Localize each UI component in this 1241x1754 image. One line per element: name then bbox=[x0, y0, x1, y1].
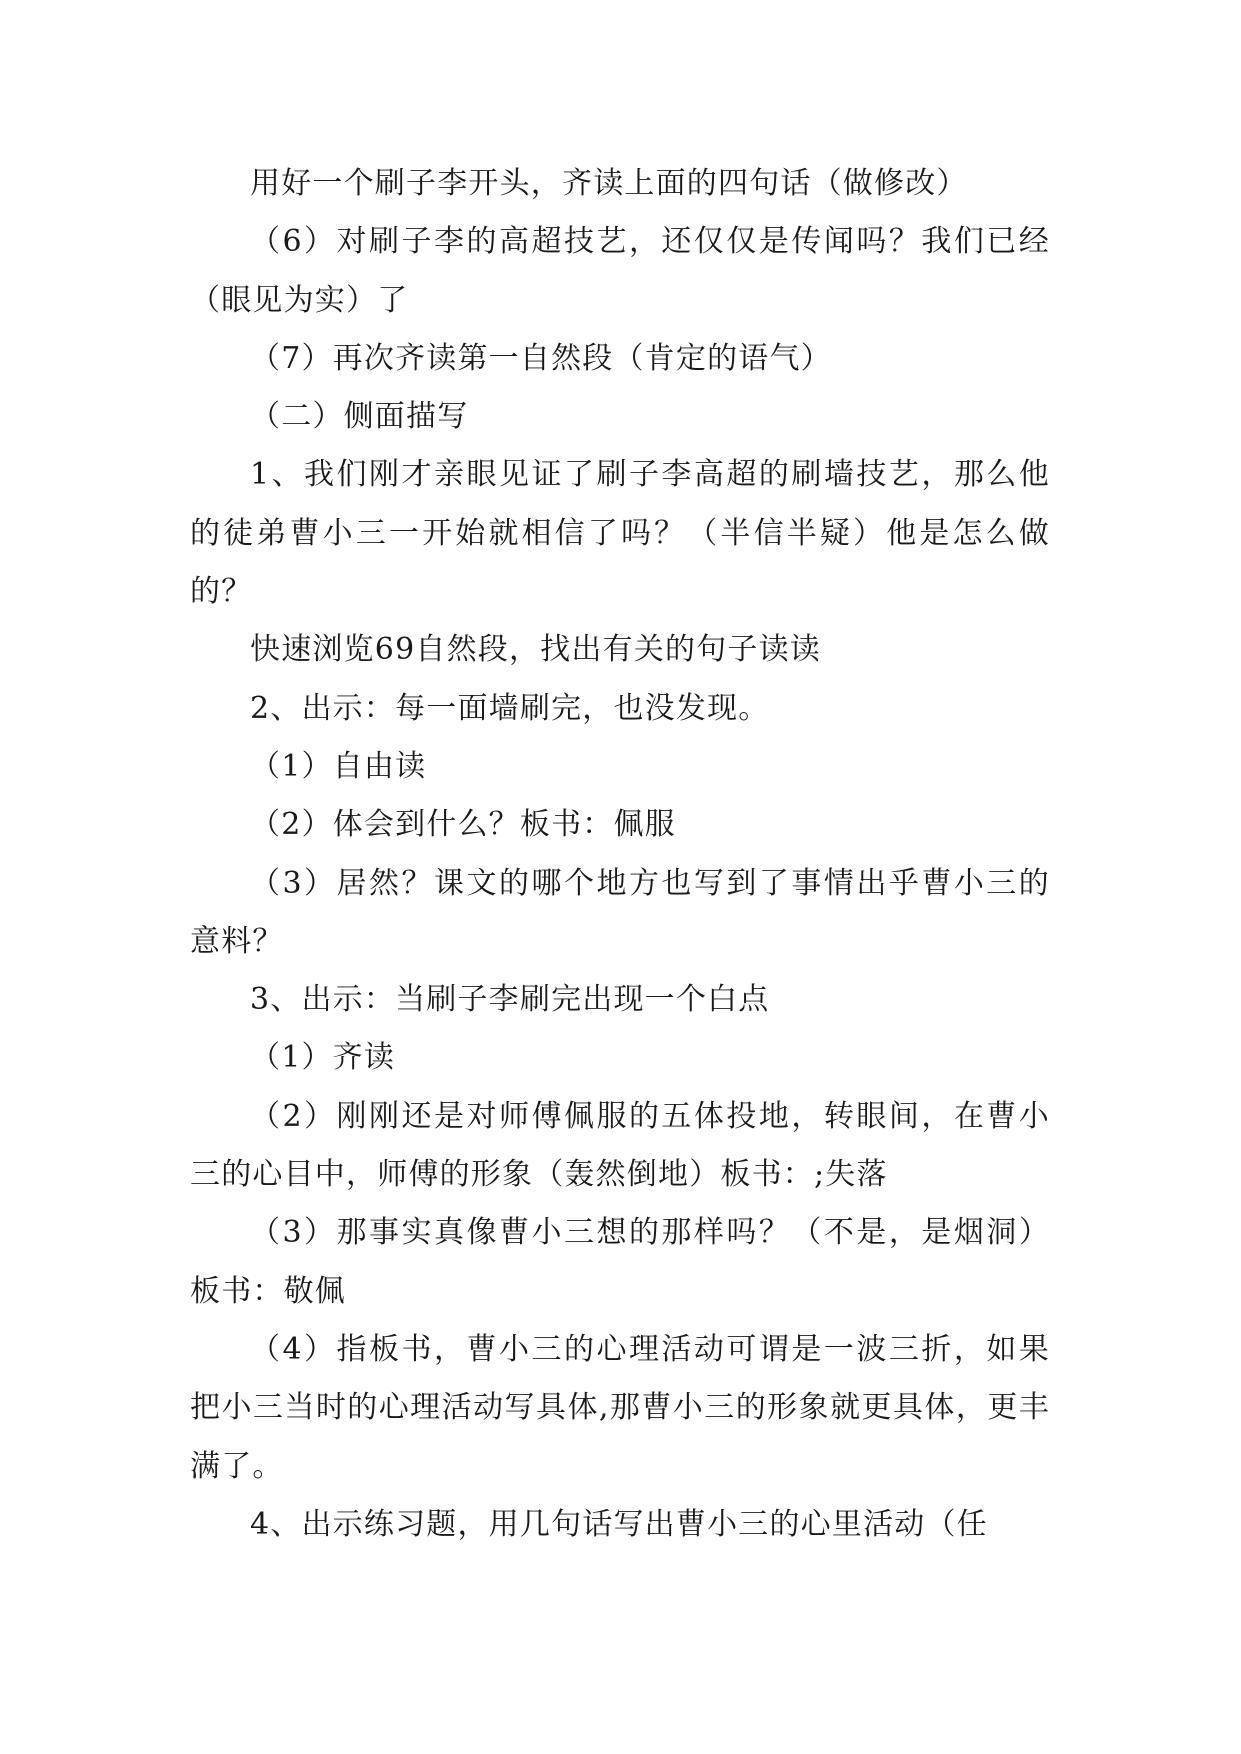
paragraph: （3）那事实真像曹小三想的那样吗？（不是，是烟洞）板书：敬佩 bbox=[190, 1215, 1050, 1309]
paragraph: 4、出示练习题，用几句话写出曹小三的心里活动（任 bbox=[250, 1506, 988, 1542]
paragraph: （6）对刷子李的高超技艺，还仅仅是传闻吗？我们已经（眼见为实）了 bbox=[190, 224, 1050, 318]
document-body bbox=[190, 155, 1050, 1554]
paragraph: （2）体会到什么？板书：佩服 bbox=[250, 807, 676, 843]
paragraph: （3）居然？课文的哪个地方也写到了事情出乎曹小三的意料？ bbox=[190, 865, 1050, 959]
paragraph: （4）指板书，曹小三的心理活动可谓是一波三折，如果把小三当时的心理活动写具体,那曹小三的形象就更具体，更丰满了。 bbox=[190, 1331, 1050, 1484]
paragraph: 1、我们刚才亲眼见证了刷子李高超的刷墙技艺，那么他的徒弟曹小三一开始就相信了吗？（半信半疑）他是怎么做的？ bbox=[190, 457, 1050, 610]
paragraph: （二）侧面描写 bbox=[250, 399, 469, 435]
paragraph: （2）刚刚还是对师傅佩服的五体投地，转眼间，在曹小三的心目中，师傅的形象（轰然倒地）板书：;失落 bbox=[190, 1098, 1050, 1193]
paragraph: （1）自由读 bbox=[250, 748, 427, 784]
paragraph: 用好一个刷子李开头，齐读上面的四句话（做修改） bbox=[250, 166, 968, 201]
paragraph: 2、出示：每一面墙刷完，也没发现。 bbox=[250, 690, 770, 726]
paragraph: 快速浏览69自然段，找出有关的句子读读 bbox=[250, 632, 821, 668]
paragraph: （1）齐读 bbox=[250, 1040, 396, 1076]
paragraph: 3、出示：当刷子李刷完出现一个白点 bbox=[250, 982, 770, 1018]
paragraph: （7）再次齐读第一自然段（肯定的语气） bbox=[250, 340, 832, 376]
